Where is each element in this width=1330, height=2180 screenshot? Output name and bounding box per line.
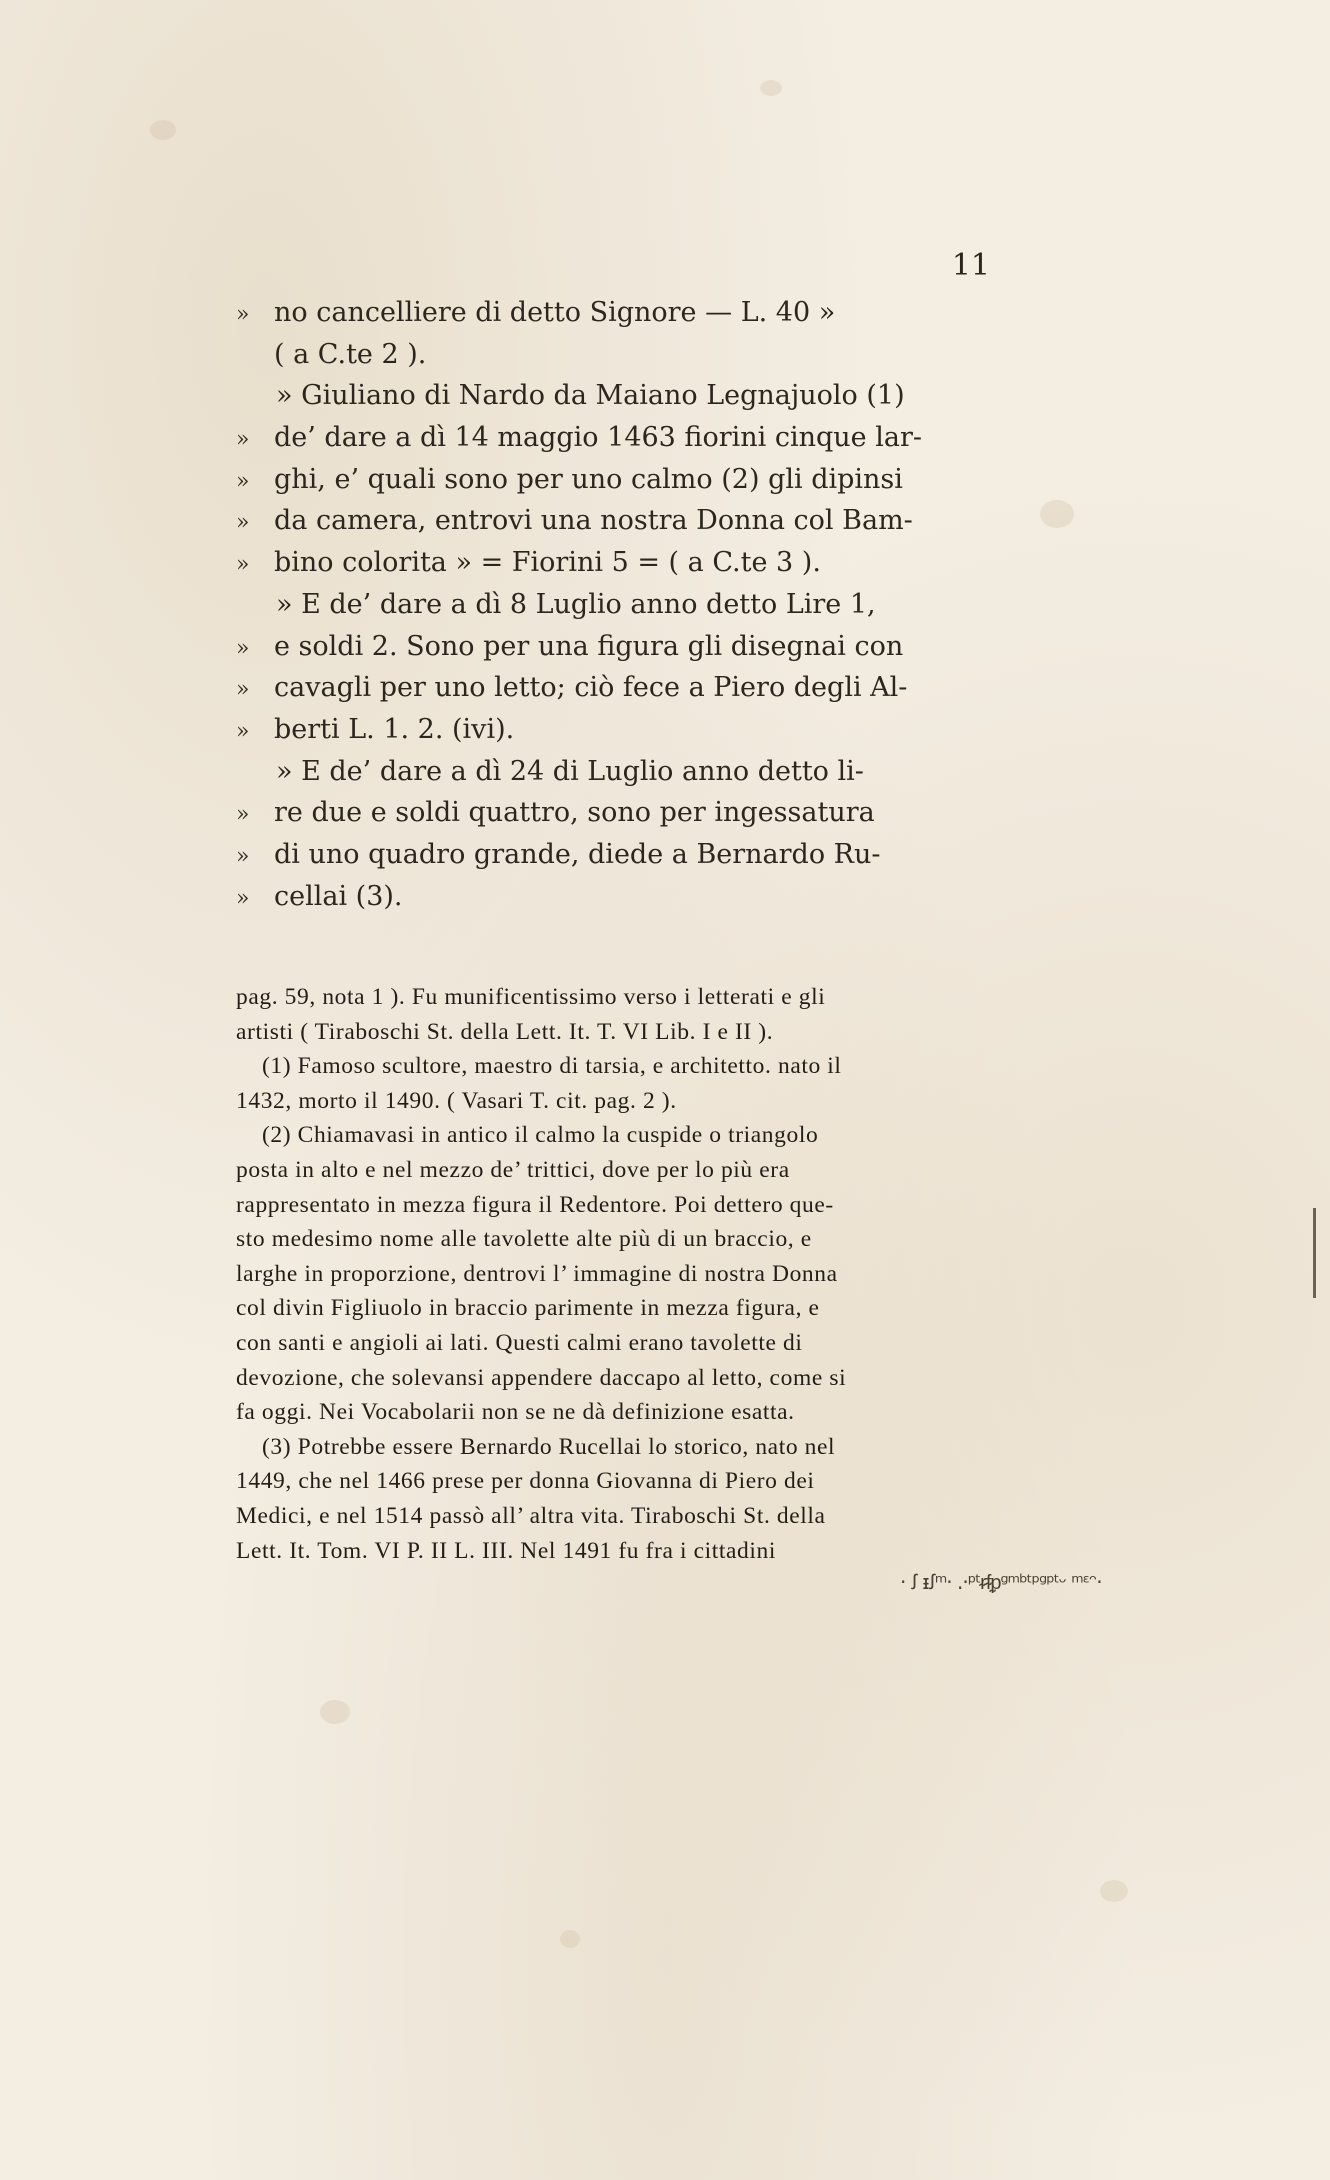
line-text: ghi, e’ quali sono per uno calmo (2) gli dipinsi: [274, 463, 903, 495]
footnote-line: (2) Chiamavasi in antico il calmo la cuspide o triangolo: [262, 1122, 819, 1149]
footnotes: [236, 980, 1002, 1568]
line-text: » Giuliano di Nardo da Maiano Legnajuolo (1): [276, 380, 905, 412]
line-text: no cancelliere di detto Signore — L. 40 »: [274, 297, 836, 328]
footnote-line: posta in alto e nel mezzo de’ trittici, dove per lo più era: [236, 1156, 790, 1183]
main-text: [236, 292, 996, 917]
footnote-line: pag. 59, nota 1 ). Fu munificentissimo verso i letterati e gli: [236, 984, 826, 1010]
line-text: da camera, entrovi una nostra Donna col Bam-: [274, 505, 913, 537]
line-text: » E de’ dare a dì 8 Luglio anno detto Lire 1,: [276, 588, 876, 620]
foxing-spot: [1040, 500, 1074, 528]
footnote-line: (3) Potrebbe essere Bernardo Rucellai lo storico, nato nel: [262, 1433, 836, 1460]
footnote-line: fa oggi. Nei Vocabolarii non se ne dà definizione esatta.: [236, 1399, 795, 1426]
footnote-line: rappresentato in mezza figura il Redentore. Poi dettero que-: [236, 1191, 834, 1218]
quote-mark: »: [236, 843, 250, 869]
text-line: [236, 375, 996, 417]
foxing-spot: [560, 1930, 580, 1948]
footnote-line: artisti ( Tiraboschi St. della Lett. It. T. VI Lib. I e II ).: [236, 1018, 774, 1045]
quote-mark: »: [236, 677, 250, 703]
foxing-spot: [320, 1700, 350, 1724]
text-line: [236, 292, 996, 334]
text-line: [236, 459, 996, 501]
page-number: 11: [951, 248, 990, 283]
line-text: de’ dare a dì 14 maggio 1463 fiorini cinque lar-: [274, 422, 922, 454]
text-line: [236, 834, 996, 876]
line-text: di uno quadro grande, diede a Bernardo Ru-: [274, 838, 881, 870]
text-line: [236, 334, 996, 376]
quote-mark: »: [236, 718, 250, 744]
text-line: [236, 626, 996, 668]
foxing-spot: [760, 80, 782, 96]
footnote-line: sto medesimo nome alle tavolette alte più di un braccio, e: [236, 1226, 812, 1253]
quote-mark: »: [236, 635, 250, 661]
footnote-line: 1449, che nel 1466 prese per donna Giovanna di Piero dei: [236, 1468, 815, 1495]
line-text: e soldi 2. Sono per una figura gli disegnai con: [274, 630, 904, 662]
footnote-line: Lett. It. Tom. VI P. II L. III. Nel 1491 fu fra i cittadini: [236, 1537, 776, 1564]
footnote-line: larghe in proporzione, dentrovi l’ immagine di nostra Donna: [236, 1260, 838, 1287]
text-line: [236, 751, 996, 793]
text-line: [236, 500, 996, 542]
line-text: bino colorita » = Fiorini 5 = ( a C.te 3 ).: [274, 547, 821, 579]
text-line: [236, 584, 996, 626]
quote-mark: »: [236, 302, 250, 327]
footnote-line: Medici, e nel 1514 passò all’ altra vita. Tiraboschi St. della: [236, 1502, 826, 1529]
footnote-line: col divin Figliuolo in braccio parimente in mezza figura, e: [236, 1295, 820, 1322]
quote-mark: »: [236, 802, 250, 828]
quote-mark: »: [236, 885, 250, 911]
quote-mark: »: [236, 510, 250, 536]
line-text: ( a C.te 2 ).: [274, 338, 427, 370]
line-text: berti L. 1. 2. (ivi).: [274, 713, 515, 745]
text-line: [236, 792, 996, 834]
text-line: [236, 542, 996, 584]
foxing-spot: [1100, 1880, 1128, 1902]
line-text: » E de’ dare a dì 24 di Luglio anno detto li-: [276, 755, 864, 787]
quote-mark: »: [236, 552, 250, 578]
line-text: cellai (3).: [274, 880, 403, 912]
line-text: cavagli per uno letto; ciò fece a Piero degli Al-: [274, 672, 908, 704]
quote-mark: »: [236, 468, 250, 494]
page-edge-mark: [1313, 1208, 1316, 1298]
quote-mark: »: [236, 427, 250, 453]
footnote-line: (1) Famoso scultore, maestro di tarsia, e architetto. nato il: [262, 1053, 842, 1080]
text-line: [236, 709, 996, 751]
footnote-line: devozione, che solevansi appendere daccapo al letto, come si: [236, 1364, 847, 1391]
text-line: [236, 667, 996, 709]
show-through-marks: · ꭍ ᵻꭍᵐ· .·ᵖᵗᵲᵮᵱᵍᵐᵇᵗᵖᵍᵖᵗᵕ ᵐᵋᵔ·: [900, 1570, 1102, 1594]
line-text: re due e soldi quattro, sono per ingessatura: [274, 797, 875, 829]
footnote-line: con santi e angioli ai lati. Questi calmi erano tavolette di: [236, 1329, 803, 1356]
foxing-spot: [150, 120, 176, 140]
text-line: [236, 417, 996, 459]
footnote-line: 1432, morto il 1490. ( Vasari T. cit. pag. 2 ).: [236, 1087, 677, 1114]
text-line: [236, 876, 996, 918]
